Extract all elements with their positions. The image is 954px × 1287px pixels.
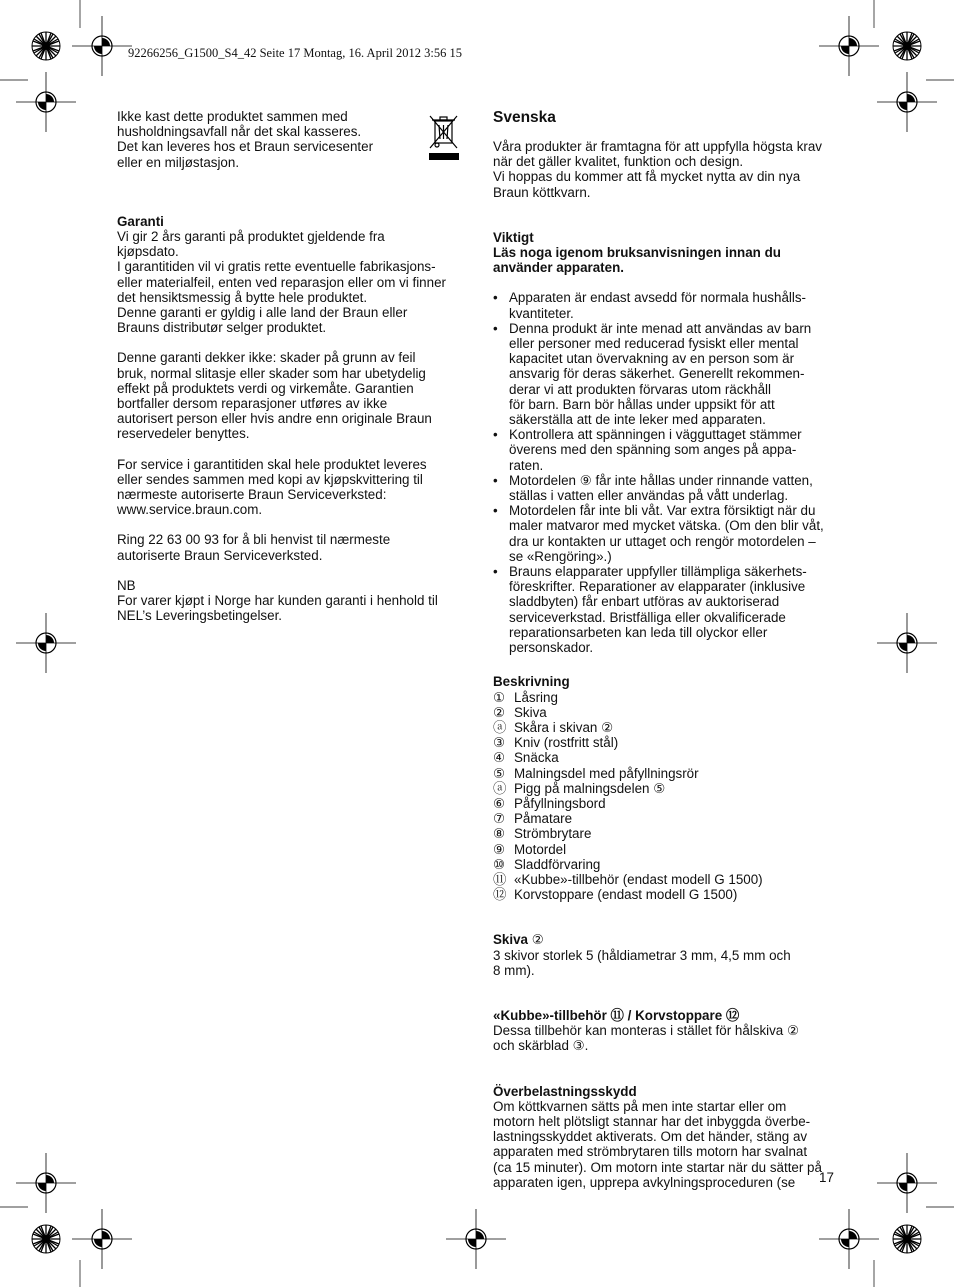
list-item	[493, 826, 838, 841]
warranty-paragraph: Ring 22 63 00 93 for å bli henvist til nærmeste autoriserte Braun Serviceverksted.	[117, 532, 391, 563]
list-item	[493, 796, 838, 811]
item-number: ⑨	[493, 841, 506, 857]
list-item	[493, 872, 838, 887]
safety-list	[493, 290, 838, 655]
overload-text: Om köttkvarnen sätts på men inte startar eller om motorn helt plötsligt stannar har det inbyggda överbe- lastningsskyddet aktiverats. Om det händer, stäng av apparaten med strömbrytaren tills motorn har svalnat (ca 15 minuter). Om motorn inte startar när du sätter på apparaten igen, upprepa avkylningsproceduren (se	[493, 1098, 822, 1190]
list-item	[493, 857, 838, 872]
item-label: Låsring	[514, 689, 558, 705]
list-item: • Denna produkt är inte menad att användas av barn eller personer med reducerad fysiskt eller mental kapacitet utan övervakning av en person som är ansvarig för deras säkerhet. Generellt rekommen- derar vi att produkten förvaras utom räckhåll för barn. Barn bör hållas under uppsikt för att säkerställa att de inte leker med apparaten.	[493, 321, 838, 427]
item-number: ⓐ	[493, 719, 507, 735]
item-number: ②	[493, 704, 506, 720]
list-item	[493, 750, 838, 765]
language-title: Svenska	[493, 109, 556, 126]
warranty-title: Garanti	[117, 213, 164, 229]
overload-title: Överbelastningsskydd	[493, 1083, 637, 1099]
list-item	[493, 720, 838, 735]
item-label: Skåra i skivan ②	[514, 719, 614, 735]
item-number: ⓐ	[493, 780, 507, 796]
item-label: Korvstoppare (endast modell G 1500)	[514, 887, 738, 903]
disposal-text: Ikke kast dette produktet sammen med husholdningsavfall når det skal kasseres. Det kan leveres hos et Braun servicesenter eller en miljøstasjon.	[117, 109, 374, 170]
list-item	[493, 705, 838, 720]
warranty-paragraph: NB For varer kjøpt i Norge har kunden garanti i henhold til NEL’s Leveringsbetingelser.	[117, 577, 438, 624]
print-header: 92266256_G1500_S4_42 Seite 17 Montag, 16. April 2012 3:56 15	[128, 46, 463, 60]
list-item	[493, 735, 838, 750]
item-label: «Kubbe»-tillbehör (endast modell G 1500)	[514, 871, 763, 887]
list-item	[493, 842, 838, 857]
warranty-paragraph: Denne garanti dekker ikke: skader på grunn av feil bruk, normal slitasje eller skader som har ubetydelig effekt på produktets verdi og virkemåte. Garantien bortfaller dersom reparasjoner utføres av ikke autorisert person eller hvis andre enn originale Braun reservedeler benyttes.	[117, 350, 432, 442]
skiva-title-number: ②	[528, 932, 544, 948]
item-number: ①	[493, 689, 506, 705]
list-item: • Motordelen ⑨ får inte hållas under rinnande vatten, ställas i vatten eller användas på vått underlag.	[493, 473, 838, 503]
item-label: Motordel	[514, 841, 567, 857]
item-number: ⑪	[493, 871, 507, 887]
important-subtitle: Läs noga igenom bruksanvisningen innan du använder apparaten.	[493, 245, 781, 276]
item-label: Kniv (rostfritt stål)	[514, 735, 619, 751]
list-item	[493, 690, 838, 705]
important-title: Viktigt	[493, 229, 534, 245]
item-label: Skiva	[514, 704, 547, 720]
list-item	[493, 887, 838, 902]
list-item: • Brauns elapparater uppfyller tillämpliga säkerhets- föreskrifter. Reparationer av elapparater (inklusive sladdbyten) får enbart utföras av auktoriserad serviceverkstad. Bristfälliga eller okvalificerade reparationsarbeten kan leda till olyckor eller personskador.	[493, 564, 838, 655]
item-label: Pigg på malningsdelen ⑤	[514, 780, 666, 796]
item-number: ⑧	[493, 826, 506, 842]
skiva-title: Skiva	[493, 932, 528, 948]
warranty-paragraph: For service i garantitiden skal hele produktet leveres eller sendes sammen med kopi av kjøpskvittering til nærmeste autoriserte Braun Serviceverksted: www.service.braun.com.	[117, 456, 427, 518]
item-label: Malningsdel med påfyllningsrör	[514, 765, 699, 781]
intro-text: Våra produkter är framtagna för att uppfylla högsta krav när det gäller kvalitet, funktion och design. Vi hoppas du kommer att få mycket nytta av din nya Braun köttkvarn.	[493, 139, 822, 200]
kubbe-text: Dessa tillbehör kan monteras i stället för hålskiva ② och skärblad ③.	[493, 1023, 799, 1054]
left-column	[117, 109, 462, 623]
warranty-paragraph: Vi gir 2 års garanti på produktet gjeldende fra kjøpsdato. I garantitiden vil vi gratis rette eventuelle fabrikasjons- eller materialfeil, enten ved reparasjon eller om vi finner det hensiktsmessig å bytte hele produktet. Denne garanti er gyldig i alle land der Braun eller Brauns distributør selger produktet.	[117, 229, 446, 336]
item-label: Strömbrytare	[514, 826, 592, 842]
item-number: ⑤	[493, 765, 506, 781]
list-item: • Motordelen får inte bli våt. Var extra försiktigt när du maler matvaror med mycket vätska. (Om den blir våt, dra ur kontakten ur uttaget och rengör motordelen – se «Rengöring».)	[493, 503, 838, 564]
item-label: Sladdförvaring	[514, 856, 601, 872]
item-label: Snäcka	[514, 750, 559, 766]
list-item	[493, 811, 838, 826]
list-item	[493, 781, 838, 796]
list-item: • Kontrollera att spänningen i vägguttaget stämmer överens med den spänning som anges på appa- raten.	[493, 427, 838, 473]
page-number: 17	[819, 1170, 834, 1185]
description-title: Beskrivning	[493, 674, 570, 690]
item-label: Påfyllningsbord	[514, 795, 606, 811]
item-number: ⑩	[493, 856, 506, 872]
list-item	[493, 766, 838, 781]
item-number: ④	[493, 750, 506, 766]
description-list	[493, 690, 838, 903]
item-number: ③	[493, 735, 506, 751]
item-number: ⑫	[493, 887, 507, 903]
item-number: ⑥	[493, 795, 506, 811]
right-column	[493, 109, 838, 1190]
item-label: Påmatare	[514, 811, 573, 827]
list-item: • Apparaten är endast avsedd för normala hushålls- kvantiteter.	[493, 290, 838, 320]
kubbe-title: «Kubbe»-tillbehör ⑪ / Korvstoppare ⑫	[493, 1007, 740, 1023]
item-number: ⑦	[493, 811, 506, 827]
skiva-heading	[493, 932, 838, 947]
skiva-text: 3 skivor storlek 5 (håldiametrar 3 mm, 4,5 mm och 8 mm).	[493, 947, 791, 978]
